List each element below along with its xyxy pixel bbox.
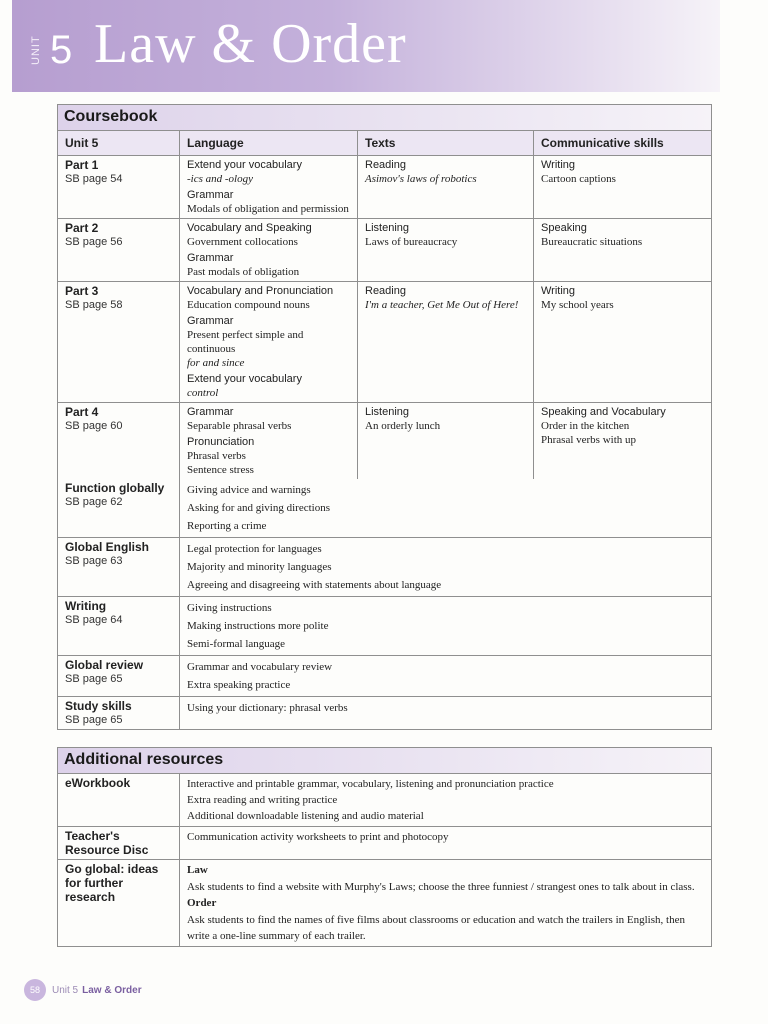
part-cell <box>58 156 180 218</box>
texts-line: I'm a teacher, Get Me Out of Here! <box>365 299 519 311</box>
part-row <box>58 403 711 479</box>
skills-cell <box>534 156 711 218</box>
column-header: Language <box>180 131 358 155</box>
resource-label-cell <box>58 860 180 946</box>
part-cell <box>58 282 180 402</box>
coursebook-header-row <box>58 131 711 156</box>
column-header: Unit 5 <box>58 131 180 155</box>
resource-label: Go global: ideas for further research <box>65 862 159 904</box>
coursebook-parts <box>58 156 711 479</box>
resource-label-cell <box>58 774 180 826</box>
texts-line: Reading <box>365 159 406 171</box>
resource-line: Ask students to find a website with Murphy's Laws; choose the three funniest / strangest ones to talk about in class. <box>187 881 695 893</box>
section-label: Study skills <box>65 699 132 713</box>
language-line: Modals of obligation and permission <box>187 203 349 215</box>
section-item: Making instructions more polite <box>187 620 329 632</box>
page-footer <box>24 979 142 1001</box>
part-cell <box>58 219 180 281</box>
skills-line: Phrasal verbs with up <box>541 434 637 446</box>
texts-line: An orderly lunch <box>365 420 441 432</box>
section-page: SB page 63 <box>65 555 123 567</box>
resource-row <box>58 774 711 827</box>
resource-label: eWorkbook <box>65 776 131 790</box>
texts-line: Listening <box>365 406 410 418</box>
language-line: Education compound nouns <box>187 299 310 311</box>
coursebook-table <box>57 104 712 730</box>
part-row <box>58 282 711 403</box>
section-cell <box>58 479 180 537</box>
section-page: SB page 65 <box>65 673 123 685</box>
resource-line: Additional downloadable listening and audio material <box>187 810 424 822</box>
texts-line: Laws of bureaucracy <box>365 236 458 248</box>
skills-line: Cartoon captions <box>541 173 616 185</box>
resource-row <box>58 860 711 946</box>
skills-line: Order in the kitchen <box>541 420 630 432</box>
coursebook-sections <box>58 479 711 729</box>
language-line: for and since <box>187 357 245 369</box>
section-cell <box>58 697 180 729</box>
coursebook-title: Coursebook <box>58 105 711 131</box>
part-page: SB page 54 <box>65 173 123 185</box>
resource-row <box>58 827 711 860</box>
section-row <box>58 697 711 729</box>
section-page: SB page 65 <box>65 714 123 726</box>
section-item: Agreeing and disagreeing with statements about language <box>187 579 442 591</box>
language-line: control <box>187 387 219 399</box>
section-row <box>58 538 711 597</box>
resource-line: Interactive and printable grammar, vocabulary, listening and pronunciation practice <box>187 778 554 790</box>
section-cell <box>58 656 180 696</box>
resource-lines <box>180 774 711 826</box>
additional-resources-table <box>57 747 712 947</box>
section-item: Semi-formal language <box>187 638 286 650</box>
language-line: Separable phrasal verbs <box>187 420 292 432</box>
resource-line: Extra reading and writing practice <box>187 794 338 806</box>
part-label: Part 3 <box>65 284 99 298</box>
texts-cell <box>358 219 534 281</box>
section-items <box>180 479 711 537</box>
language-line: Extend your vocabulary <box>187 159 302 171</box>
additional-resources-rows <box>58 774 711 946</box>
part-row <box>58 156 711 219</box>
section-item: Giving advice and warnings <box>187 484 311 496</box>
section-row <box>58 597 711 656</box>
language-line: Vocabulary and Speaking <box>187 222 312 234</box>
unit-word: UNIT <box>30 35 42 65</box>
part-cell <box>58 403 180 479</box>
resource-lines <box>180 860 711 946</box>
resource-label-cell <box>58 827 180 859</box>
resource-line: Order <box>187 897 217 909</box>
page-number: 58 <box>24 979 46 1001</box>
skills-line: Speaking and Vocabulary <box>541 406 666 418</box>
section-items <box>180 597 711 655</box>
skills-cell <box>534 219 711 281</box>
section-item: Majority and minority languages <box>187 561 332 573</box>
footer-unit: Unit 5 <box>52 984 79 996</box>
language-line: Grammar <box>187 406 234 418</box>
section-item: Giving instructions <box>187 602 272 614</box>
texts-line: Asimov's laws of robotics <box>365 173 477 185</box>
texts-cell <box>358 156 534 218</box>
unit-number: 5 <box>50 28 73 72</box>
section-items <box>180 697 711 729</box>
column-header: Texts <box>358 131 534 155</box>
part-row <box>58 219 711 282</box>
language-cell <box>180 156 358 218</box>
section-item: Using your dictionary: phrasal verbs <box>187 702 348 714</box>
resource-label: Teacher's Resource Disc <box>65 829 149 857</box>
section-item: Legal protection for languages <box>187 543 322 555</box>
skills-cell <box>534 282 711 402</box>
part-page: SB page 56 <box>65 236 123 248</box>
resource-lines <box>180 827 711 859</box>
language-line: Pronunciation <box>187 436 255 448</box>
footer-title: Law & Order <box>82 984 142 996</box>
section-items <box>180 538 711 596</box>
texts-line: Reading <box>365 285 406 297</box>
part-label: Part 2 <box>65 221 99 235</box>
language-line: Extend your vocabulary <box>187 373 302 385</box>
resource-line: Law <box>187 864 208 876</box>
section-page: SB page 62 <box>65 496 123 508</box>
texts-cell <box>358 403 534 479</box>
language-line: Present perfect simple and continuous <box>187 329 304 355</box>
part-page: SB page 58 <box>65 299 123 311</box>
language-line: Vocabulary and Pronunciation <box>187 285 334 297</box>
skills-line: Writing <box>541 159 576 171</box>
language-line: -ics and -ology <box>187 173 253 185</box>
language-line: Grammar <box>187 252 234 264</box>
section-label: Writing <box>65 599 107 613</box>
section-item: Grammar and vocabulary review <box>187 661 333 673</box>
section-items <box>180 656 711 696</box>
section-page: SB page 64 <box>65 614 123 626</box>
unit-banner <box>12 0 720 92</box>
language-cell <box>180 403 358 479</box>
language-line: Sentence stress <box>187 464 254 476</box>
column-header: Communicative skills <box>541 136 664 150</box>
section-item: Extra speaking practice <box>187 679 291 691</box>
resource-line: Communication activity worksheets to print and photocopy <box>187 831 449 843</box>
section-item: Asking for and giving directions <box>187 502 330 514</box>
part-label: Part 4 <box>65 405 99 419</box>
section-row <box>58 479 711 538</box>
skills-line: Speaking <box>541 222 587 234</box>
texts-cell <box>358 282 534 402</box>
language-cell <box>180 219 358 281</box>
language-line: Grammar <box>187 315 234 327</box>
section-row <box>58 656 711 697</box>
skills-cell <box>534 403 711 479</box>
section-label: Function globally <box>65 481 165 495</box>
language-line: Phrasal verbs <box>187 450 246 462</box>
language-line: Government collocations <box>187 236 298 248</box>
section-cell <box>58 538 180 596</box>
section-item: Reporting a crime <box>187 520 267 532</box>
part-label: Part 1 <box>65 158 99 172</box>
section-cell <box>58 597 180 655</box>
texts-line: Listening <box>365 222 410 234</box>
language-line: Grammar <box>187 189 234 201</box>
part-page: SB page 60 <box>65 420 123 432</box>
skills-line: My school years <box>541 299 614 311</box>
section-label: Global review <box>65 658 144 672</box>
skills-line: Writing <box>541 285 576 297</box>
resource-line: Ask students to find the names of five films about classrooms or education and watch the trailers in English, then write a one-line summary of each trailer. <box>187 914 685 942</box>
language-line: Past modals of obligation <box>187 266 300 278</box>
skills-line: Bureaucratic situations <box>541 236 643 248</box>
section-label: Global English <box>65 540 150 554</box>
additional-resources-title: Additional resources <box>58 748 711 774</box>
page-title: Law & Order <box>94 13 407 75</box>
language-cell <box>180 282 358 402</box>
